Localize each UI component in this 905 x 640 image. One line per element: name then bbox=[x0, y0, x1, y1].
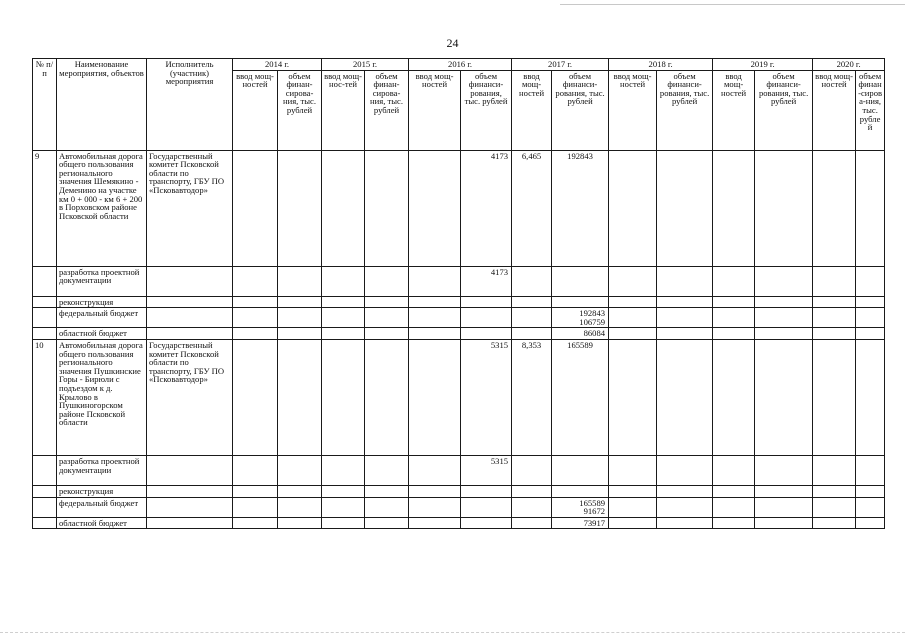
empty-cell bbox=[322, 455, 365, 485]
header-funding-2015: объем финан-сирова-ния, тыс. рублей bbox=[365, 70, 409, 150]
empty-cell bbox=[755, 308, 813, 328]
header-funding-2016: объем финанси-рования, тыс. рублей bbox=[461, 70, 512, 150]
header-year-2015: 2015 г. bbox=[322, 59, 409, 71]
empty-cell bbox=[33, 497, 57, 517]
empty-cell bbox=[409, 308, 461, 328]
header-funding-2017: объем финанси-рования, тыс. рублей bbox=[552, 70, 609, 150]
empty-cell bbox=[657, 339, 713, 455]
empty-cell bbox=[856, 339, 885, 455]
empty-cell bbox=[409, 339, 461, 455]
scan-edge-bottom bbox=[0, 632, 905, 633]
empty-cell bbox=[512, 266, 552, 296]
empty-cell bbox=[609, 328, 657, 340]
empty-cell bbox=[233, 296, 278, 308]
empty-cell bbox=[713, 308, 755, 328]
empty-cell bbox=[322, 308, 365, 328]
empty-cell bbox=[713, 150, 755, 266]
empty-cell bbox=[657, 296, 713, 308]
empty-cell bbox=[461, 296, 512, 308]
design-row bbox=[33, 266, 885, 296]
empty-cell bbox=[657, 308, 713, 328]
reconstruction-row bbox=[33, 296, 885, 308]
object-executor: Государственный комитет Псковской области по транспорту, ГБУ ПО «Псковавтодор» bbox=[147, 150, 233, 266]
empty-cell bbox=[278, 339, 322, 455]
empty-cell bbox=[233, 308, 278, 328]
empty-cell bbox=[512, 296, 552, 308]
empty-cell bbox=[856, 266, 885, 296]
empty-cell bbox=[713, 266, 755, 296]
scan-edge-top bbox=[560, 4, 905, 5]
empty-cell bbox=[233, 150, 278, 266]
header-funding-2014: объем финан-сирова-ния, тыс. рублей bbox=[278, 70, 322, 150]
empty-cell bbox=[33, 296, 57, 308]
capacity-2017: 8,353 bbox=[512, 339, 552, 455]
empty-cell bbox=[278, 455, 322, 485]
empty-cell bbox=[409, 497, 461, 517]
header-year-2017: 2017 г. bbox=[512, 59, 609, 71]
empty-cell bbox=[322, 266, 365, 296]
empty-cell bbox=[755, 296, 813, 308]
empty-cell bbox=[856, 150, 885, 266]
federal-row bbox=[33, 497, 885, 517]
header-capacity-2020: ввод мощ-ностей bbox=[813, 70, 856, 150]
empty-cell bbox=[147, 497, 233, 517]
empty-cell bbox=[657, 455, 713, 485]
empty-cell bbox=[33, 485, 57, 497]
header-capacity-2019: ввод мощ-ностей bbox=[713, 70, 755, 150]
empty-cell bbox=[33, 308, 57, 328]
empty-cell bbox=[609, 339, 657, 455]
empty-cell bbox=[409, 150, 461, 266]
empty-cell bbox=[609, 455, 657, 485]
empty-cell bbox=[713, 328, 755, 340]
capacity-2017: 6,465 bbox=[512, 150, 552, 266]
empty-cell bbox=[461, 517, 512, 529]
empty-cell bbox=[461, 308, 512, 328]
empty-cell bbox=[552, 485, 609, 497]
reconstruction-row bbox=[33, 485, 885, 497]
empty-cell bbox=[813, 339, 856, 455]
empty-cell bbox=[33, 517, 57, 529]
empty-cell bbox=[657, 497, 713, 517]
header-row-years bbox=[33, 59, 885, 71]
empty-cell bbox=[461, 328, 512, 340]
design-2016: 4173 bbox=[461, 266, 512, 296]
empty-cell bbox=[233, 455, 278, 485]
empty-cell bbox=[512, 485, 552, 497]
empty-cell bbox=[147, 485, 233, 497]
empty-cell bbox=[278, 296, 322, 308]
empty-cell bbox=[365, 328, 409, 340]
header-capacity-2014: ввод мощ-ностей bbox=[233, 70, 278, 150]
empty-cell bbox=[713, 455, 755, 485]
empty-cell bbox=[609, 485, 657, 497]
empty-cell bbox=[233, 497, 278, 517]
object-no: 9 bbox=[33, 150, 57, 266]
empty-cell bbox=[552, 296, 609, 308]
page-number: 24 bbox=[446, 36, 459, 50]
design-2016: 5315 bbox=[461, 455, 512, 485]
empty-cell bbox=[147, 296, 233, 308]
empty-cell bbox=[657, 266, 713, 296]
header-capacity-2017: ввод мощ-ностей bbox=[512, 70, 552, 150]
empty-cell bbox=[233, 266, 278, 296]
design-label: разработка проектной документации bbox=[57, 266, 147, 296]
empty-cell bbox=[322, 150, 365, 266]
object-name: Автомобильная дорога общего пользования регионального значения Шемякино - Деменино на участке км 0 + 000 - км 6 + 200 в Порховском районе Псковской области bbox=[57, 150, 147, 266]
empty-cell bbox=[278, 266, 322, 296]
empty-cell bbox=[365, 266, 409, 296]
header-capacity-2015: ввод мощ-нос-тей bbox=[322, 70, 365, 150]
empty-cell bbox=[856, 497, 885, 517]
federal-label: федеральный бюджет bbox=[57, 308, 147, 328]
empty-cell bbox=[278, 308, 322, 328]
empty-cell bbox=[365, 308, 409, 328]
header-year-2019: 2019 г. bbox=[713, 59, 813, 71]
empty-cell bbox=[552, 455, 609, 485]
empty-cell bbox=[609, 497, 657, 517]
empty-cell bbox=[233, 485, 278, 497]
design-label: разработка проектной документации bbox=[57, 455, 147, 485]
empty-cell bbox=[813, 308, 856, 328]
empty-cell bbox=[813, 328, 856, 340]
empty-cell bbox=[322, 485, 365, 497]
empty-cell bbox=[552, 266, 609, 296]
empty-cell bbox=[856, 308, 885, 328]
empty-cell bbox=[856, 485, 885, 497]
empty-cell bbox=[813, 150, 856, 266]
header-year-2018: 2018 г. bbox=[609, 59, 713, 71]
empty-cell bbox=[512, 517, 552, 529]
federal-row bbox=[33, 308, 885, 328]
header-funding-2019: объем финанси-рования, тыс. рублей bbox=[755, 70, 813, 150]
empty-cell bbox=[278, 497, 322, 517]
empty-cell bbox=[713, 485, 755, 497]
header-funding-2020: объем финан-сирова-ния, тыс. рублей bbox=[856, 70, 885, 150]
empty-cell bbox=[755, 328, 813, 340]
empty-cell bbox=[409, 485, 461, 497]
header-year-2016: 2016 г. bbox=[409, 59, 512, 71]
header-capacity-2016: ввод мощ-ностей bbox=[409, 70, 461, 150]
federal-value-total: 192843 bbox=[579, 308, 606, 319]
regional-value: 73917 bbox=[552, 517, 609, 529]
object-row bbox=[33, 339, 885, 455]
empty-cell bbox=[755, 485, 813, 497]
empty-cell bbox=[657, 485, 713, 497]
empty-cell bbox=[755, 150, 813, 266]
empty-cell bbox=[365, 296, 409, 308]
empty-cell bbox=[856, 296, 885, 308]
empty-cell bbox=[409, 296, 461, 308]
empty-cell bbox=[813, 296, 856, 308]
empty-cell bbox=[322, 517, 365, 529]
empty-cell bbox=[755, 455, 813, 485]
federal-value: 106759 bbox=[579, 316, 606, 327]
object-row bbox=[33, 150, 885, 266]
empty-cell bbox=[233, 339, 278, 455]
empty-cell bbox=[461, 485, 512, 497]
empty-cell bbox=[278, 517, 322, 529]
empty-cell bbox=[609, 308, 657, 328]
empty-cell bbox=[233, 328, 278, 340]
empty-cell bbox=[609, 150, 657, 266]
empty-cell bbox=[409, 517, 461, 529]
object-executor: Государственный комитет Псковской области по транспорту, ГБУ ПО «Псковавтодор» bbox=[147, 339, 233, 455]
funding-2017: 192843 bbox=[552, 150, 609, 266]
empty-cell bbox=[409, 455, 461, 485]
federal-value: 91672 bbox=[583, 506, 606, 517]
empty-cell bbox=[278, 485, 322, 497]
federal-label: федеральный бюджет bbox=[57, 497, 147, 517]
regional-value: 86084 bbox=[552, 328, 609, 340]
empty-cell bbox=[713, 296, 755, 308]
empty-cell bbox=[409, 266, 461, 296]
empty-cell bbox=[322, 497, 365, 517]
empty-cell bbox=[713, 339, 755, 455]
empty-cell bbox=[512, 308, 552, 328]
regional-row bbox=[33, 328, 885, 340]
regional-label: областной бюджет bbox=[57, 328, 147, 340]
empty-cell bbox=[147, 308, 233, 328]
empty-cell bbox=[409, 328, 461, 340]
empty-cell bbox=[147, 455, 233, 485]
empty-cell bbox=[813, 485, 856, 497]
empty-cell bbox=[147, 517, 233, 529]
empty-cell bbox=[856, 517, 885, 529]
reconstruction-label: реконструкция bbox=[57, 485, 147, 497]
empty-cell bbox=[713, 517, 755, 529]
header-funding-2018: объем финанси-рования, тыс. рублей bbox=[657, 70, 713, 150]
empty-cell bbox=[365, 150, 409, 266]
federal-values bbox=[552, 497, 609, 517]
empty-cell bbox=[33, 455, 57, 485]
empty-cell bbox=[657, 150, 713, 266]
header-executor: Исполнитель (участник) мероприятия bbox=[147, 59, 233, 151]
empty-cell bbox=[278, 150, 322, 266]
empty-cell bbox=[233, 517, 278, 529]
design-row bbox=[33, 455, 885, 485]
funding-2016: 4173 bbox=[461, 150, 512, 266]
empty-cell bbox=[657, 328, 713, 340]
funding-2017: 165589 bbox=[552, 339, 609, 455]
empty-cell bbox=[322, 339, 365, 455]
header-name: Наименование мероприятия, объектов bbox=[57, 59, 147, 151]
empty-cell bbox=[755, 517, 813, 529]
header-year-2020: 2020 г. bbox=[813, 59, 885, 71]
empty-cell bbox=[755, 497, 813, 517]
empty-cell bbox=[713, 497, 755, 517]
empty-cell bbox=[755, 266, 813, 296]
empty-cell bbox=[856, 328, 885, 340]
empty-cell bbox=[813, 266, 856, 296]
reconstruction-label: реконструкция bbox=[57, 296, 147, 308]
empty-cell bbox=[755, 339, 813, 455]
empty-cell bbox=[322, 296, 365, 308]
empty-cell bbox=[365, 485, 409, 497]
empty-cell bbox=[147, 328, 233, 340]
header-year-2014: 2014 г. bbox=[233, 59, 322, 71]
empty-cell bbox=[365, 517, 409, 529]
empty-cell bbox=[512, 455, 552, 485]
funding-2016: 5315 bbox=[461, 339, 512, 455]
empty-cell bbox=[657, 517, 713, 529]
empty-cell bbox=[461, 497, 512, 517]
empty-cell bbox=[33, 266, 57, 296]
object-no: 10 bbox=[33, 339, 57, 455]
empty-cell bbox=[147, 266, 233, 296]
regional-row bbox=[33, 517, 885, 529]
empty-cell bbox=[609, 517, 657, 529]
program-table bbox=[32, 58, 885, 529]
empty-cell bbox=[609, 296, 657, 308]
empty-cell bbox=[813, 497, 856, 517]
empty-cell bbox=[856, 455, 885, 485]
empty-cell bbox=[365, 455, 409, 485]
empty-cell bbox=[813, 517, 856, 529]
header-no: № п/п bbox=[33, 59, 57, 151]
regional-label: областной бюджет bbox=[57, 517, 147, 529]
empty-cell bbox=[322, 328, 365, 340]
empty-cell bbox=[33, 328, 57, 340]
empty-cell bbox=[512, 328, 552, 340]
empty-cell bbox=[609, 266, 657, 296]
empty-cell bbox=[365, 497, 409, 517]
header-capacity-2018: ввод мощ-ностей bbox=[609, 70, 657, 150]
empty-cell bbox=[813, 455, 856, 485]
empty-cell bbox=[365, 339, 409, 455]
empty-cell bbox=[278, 328, 322, 340]
federal-values bbox=[552, 308, 609, 328]
empty-cell bbox=[512, 497, 552, 517]
federal-value-total: 165589 bbox=[579, 497, 606, 508]
object-name: Автомобильная дорога общего пользования регионального значения Пушкинские Горы - Бирюли с подъездом к д. Крылово в Пушкиногорском районе Псковской области bbox=[57, 339, 147, 455]
